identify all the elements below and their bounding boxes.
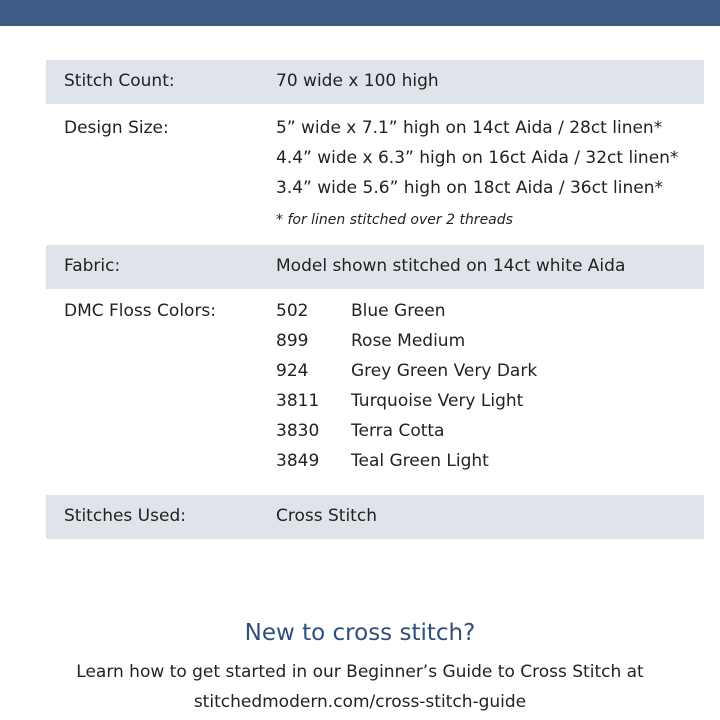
- floss-colors-row: [46, 289, 704, 495]
- header-bar: [0, 0, 720, 26]
- design-size-line-3: 3.4” wide 5.6” high on 18ct Aida / 36ct linen*: [276, 178, 663, 198]
- footer-heading: New to cross stitch?: [244, 620, 476, 646]
- floss-code: 899: [276, 331, 309, 351]
- floss-code: 924: [276, 361, 309, 381]
- floss-color-name: Rose Medium: [351, 331, 466, 351]
- floss-code: 3849: [276, 451, 320, 471]
- floss-color-name: Terra Cotta: [351, 421, 445, 441]
- design-size-label: Design Size:: [64, 118, 169, 138]
- pattern-specs-table: [46, 60, 704, 539]
- design-size-line-1: 5” wide x 7.1” high on 14ct Aida / 28ct linen*: [276, 118, 663, 138]
- fabric-label: Fabric:: [64, 256, 121, 276]
- footer-guide-link[interactable]: stitchedmodern.com/cross-stitch-guide: [193, 692, 527, 712]
- stitches-used-label: Stitches Used:: [64, 506, 186, 526]
- floss-code: 3830: [276, 421, 320, 441]
- floss-colors-label: DMC Floss Colors:: [64, 301, 217, 321]
- fabric-value: Model shown stitched on 14ct white Aida: [276, 256, 626, 276]
- floss-color-name: Turquoise Very Light: [351, 391, 524, 411]
- fabric-row: [46, 245, 704, 289]
- stitches-used-row: [46, 495, 704, 539]
- floss-code: 3811: [276, 391, 320, 411]
- stitch-count-value: 70 wide x 100 high: [276, 71, 439, 91]
- footer-guide-text: Learn how to get started in our Beginner’s Guide to Cross Stitch at: [76, 662, 644, 682]
- floss-color-name: Blue Green: [351, 301, 446, 321]
- stitch-count-label: Stitch Count:: [64, 71, 175, 91]
- floss-color-name: Teal Green Light: [351, 451, 489, 471]
- design-size-note: * for linen stitched over 2 threads: [276, 212, 513, 228]
- stitches-used-value: Cross Stitch: [276, 506, 377, 526]
- design-size-line-2: 4.4” wide x 6.3” high on 16ct Aida / 32ct linen*: [276, 148, 679, 168]
- stitch-count-row: [46, 60, 704, 104]
- floss-color-name: Grey Green Very Dark: [351, 361, 538, 381]
- design-size-row: [46, 104, 704, 245]
- floss-code: 502: [276, 301, 309, 321]
